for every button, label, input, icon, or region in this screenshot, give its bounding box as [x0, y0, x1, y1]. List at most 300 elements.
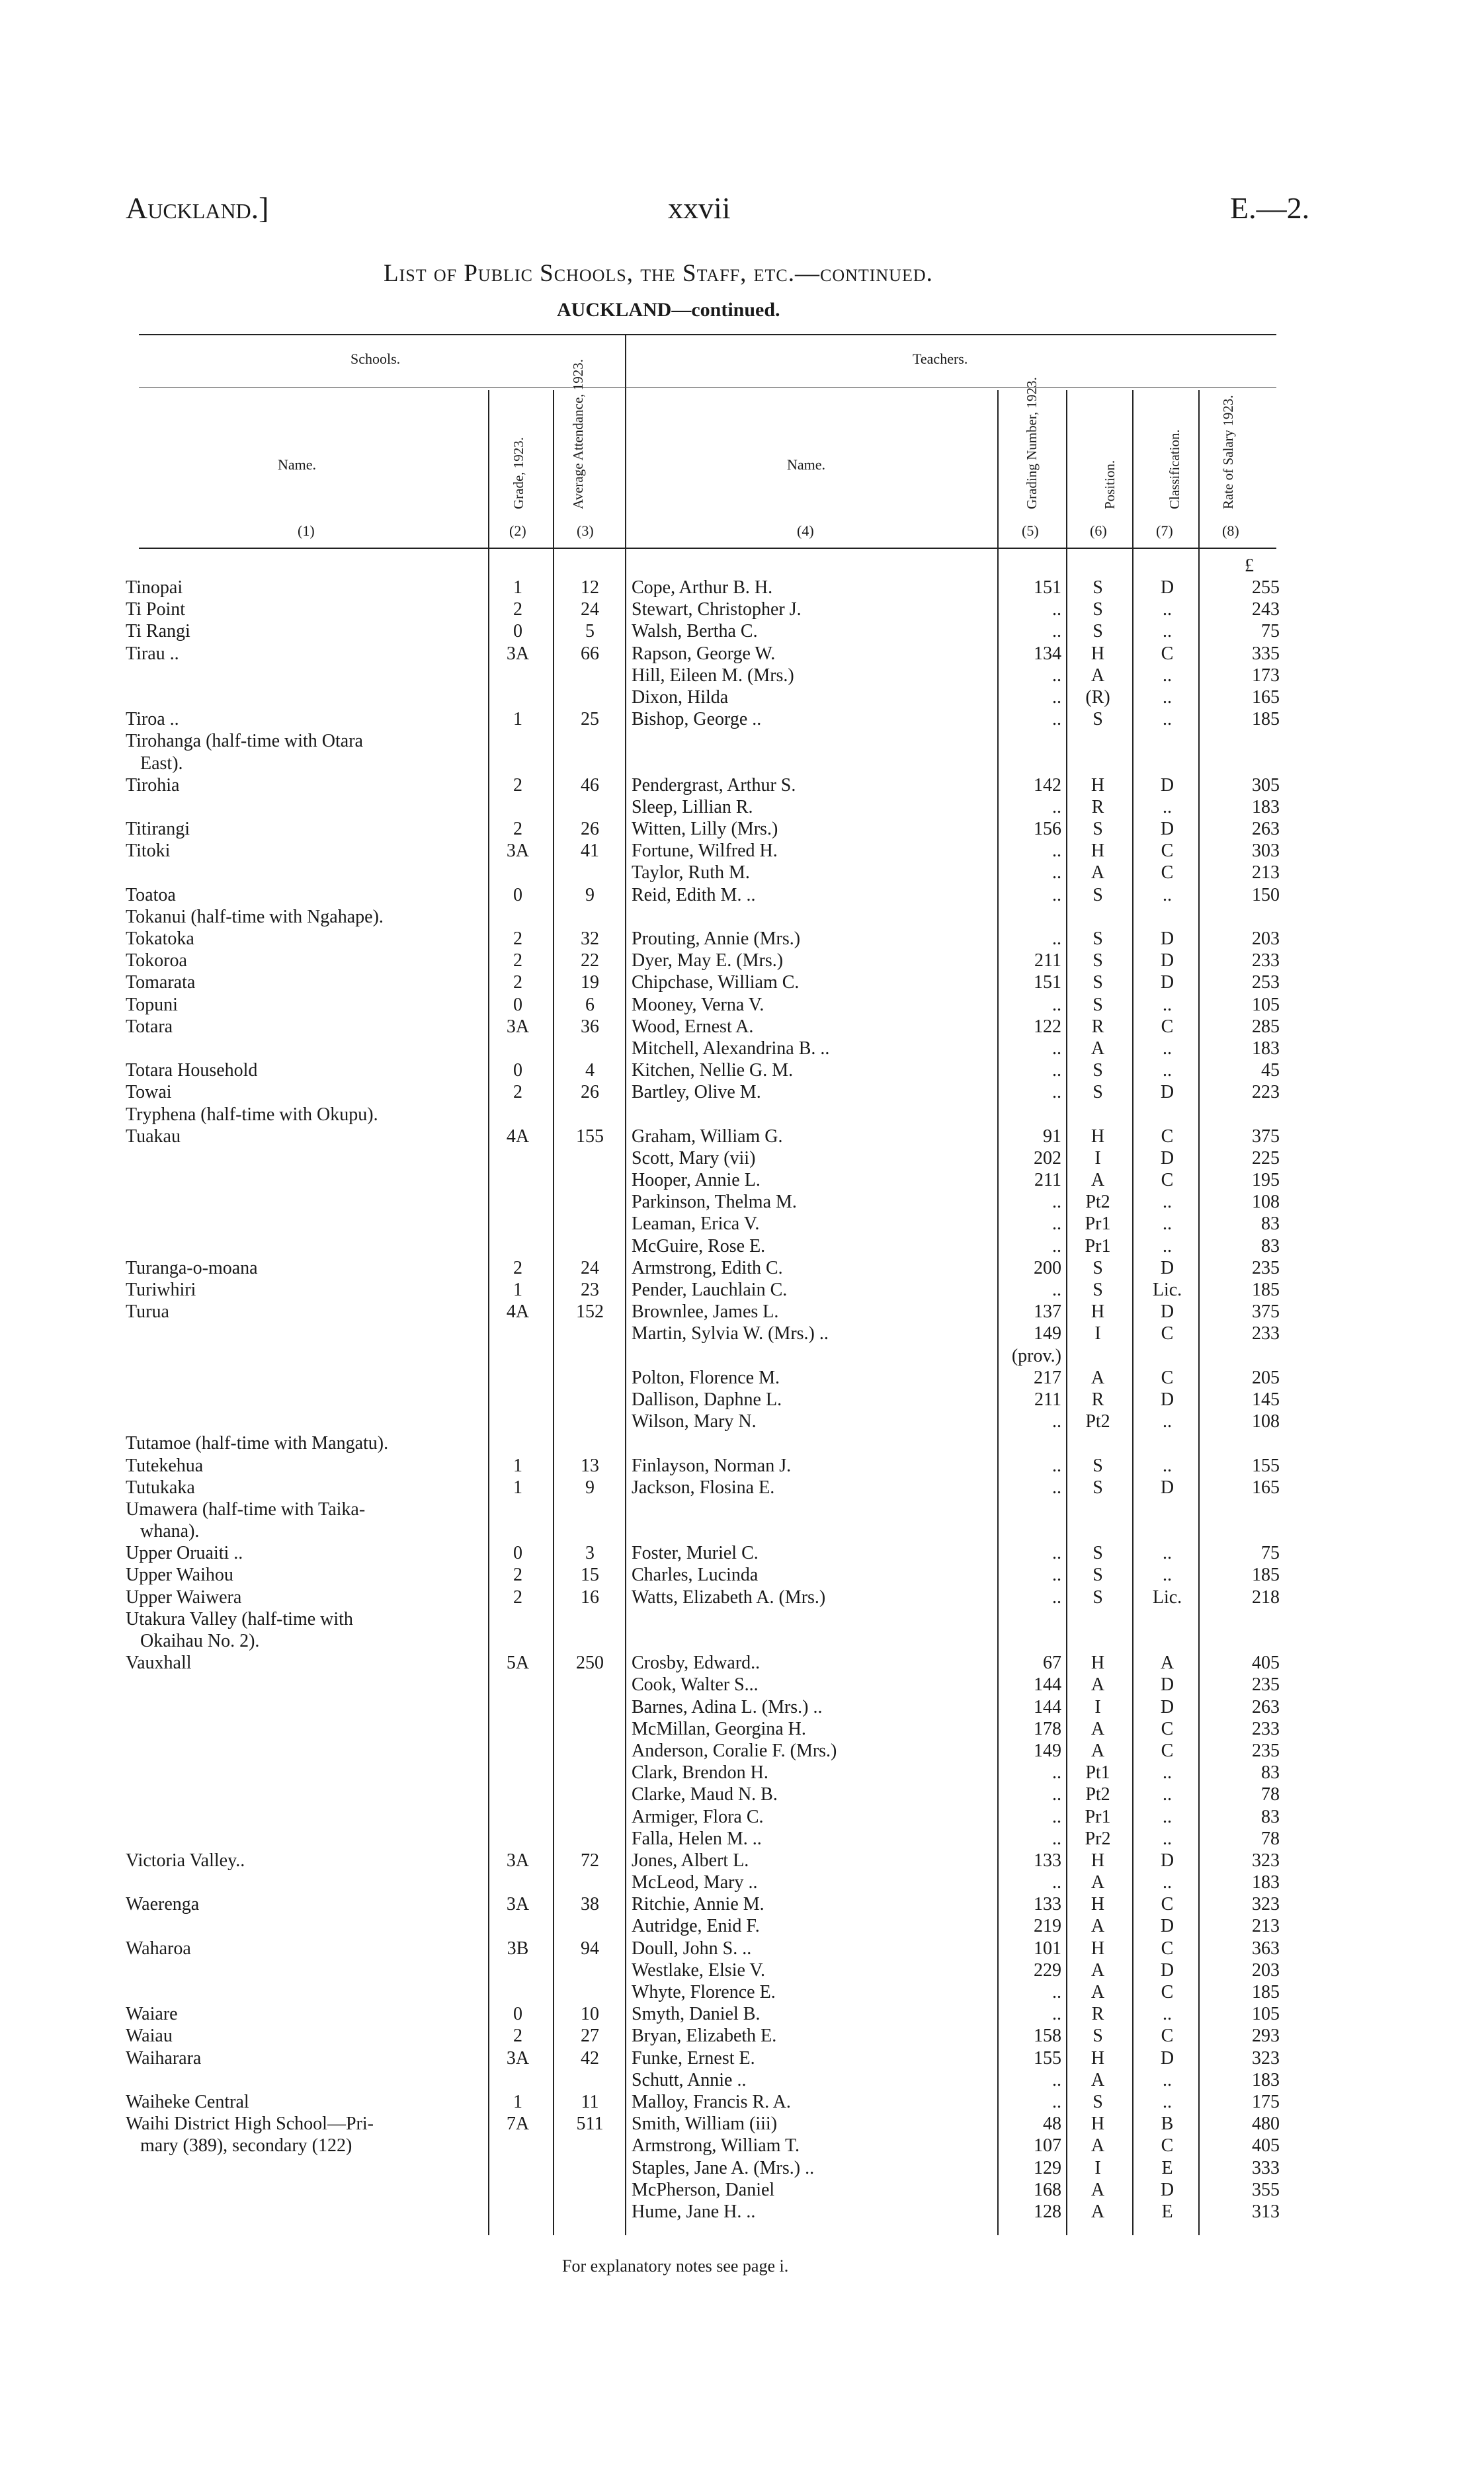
position-cell: S — [1092, 928, 1103, 949]
grading-cell: 155 — [1034, 2047, 1061, 2069]
position-cell: S — [1092, 1257, 1103, 1278]
table-row — [0, 2091, 1484, 2113]
position-cell: I — [1094, 1323, 1101, 1344]
salary-cell: 263 — [1252, 819, 1280, 840]
teacher-name: Falla, Helen M. .. — [632, 1828, 762, 1849]
classification-cell: D — [1160, 577, 1175, 598]
table-row — [0, 1630, 1484, 1652]
table-row — [0, 730, 1484, 752]
classification-cell: Lic. — [1152, 1586, 1182, 1608]
grading-cell: 217 — [1034, 1367, 1061, 1388]
grading-cell: .. — [1052, 1784, 1061, 1805]
position-cell: Pr1 — [1085, 1235, 1111, 1256]
table-row — [0, 1520, 1484, 1542]
attendance-cell: 66 — [581, 643, 599, 664]
grade-cell: 0 — [513, 1543, 522, 1564]
teacher-name: Dixon, Hilda — [632, 686, 729, 708]
school-name: Vauxhall — [126, 1653, 192, 1674]
grade-cell: 2 — [513, 599, 522, 620]
grading-cell: 211 — [1034, 1389, 1061, 1410]
teacher-name-header: Name. — [787, 456, 826, 473]
position-cell: Pr1 — [1085, 1213, 1111, 1235]
table-row — [0, 708, 1484, 730]
grade-cell: 1 — [513, 1455, 522, 1476]
position-cell: A — [1091, 1170, 1105, 1191]
position-cell: S — [1092, 1565, 1103, 1586]
table-row — [0, 796, 1484, 818]
school-name: East). — [140, 753, 183, 774]
classification-cell: .. — [1163, 1806, 1172, 1827]
classification-cell: C — [1161, 643, 1174, 664]
attendance-cell: 5 — [585, 621, 595, 642]
grading-cell: .. — [1052, 1213, 1061, 1235]
teacher-name: Chipchase, William C. — [632, 972, 800, 993]
position-cell: S — [1092, 950, 1103, 971]
grading-cell: .. — [1052, 1806, 1061, 1827]
classification-cell: .. — [1163, 2069, 1172, 2090]
position-cell: Pt1 — [1085, 1762, 1110, 1784]
position-cell: S — [1092, 994, 1103, 1015]
classification-cell: B — [1161, 2114, 1174, 2135]
position-cell: R — [1091, 2004, 1104, 2025]
position-cell: A — [1091, 1718, 1105, 1739]
table-row — [0, 1784, 1484, 1805]
school-name: Tinopai — [126, 577, 183, 598]
teacher-name: Hume, Jane H. .. — [632, 2201, 756, 2222]
grading-cell: 128 — [1034, 2201, 1061, 2222]
table-row — [0, 1279, 1484, 1301]
table-top-rule — [139, 334, 1276, 335]
classification-cell: D — [1160, 928, 1175, 949]
classification-cell: D — [1160, 1916, 1175, 1937]
grade-cell: 5A — [506, 1653, 530, 1674]
grading-cell: 202 — [1034, 1147, 1061, 1169]
grading-cell: .. — [1052, 621, 1061, 642]
salary-cell: 83 — [1261, 1213, 1280, 1235]
school-name: Tirau .. — [126, 643, 179, 664]
classification-cell: C — [1161, 1126, 1174, 1147]
teacher-name: Stewart, Christopher J. — [632, 599, 802, 620]
grading-cell: .. — [1052, 1082, 1061, 1103]
school-name: Tirohanga (half-time with Otara — [126, 731, 363, 752]
table-row — [0, 1323, 1484, 1344]
grading-cell: .. — [1052, 599, 1061, 620]
teacher-name: Foster, Muriel C. — [632, 1543, 759, 1564]
teacher-name: Witten, Lilly (Mrs.) — [632, 819, 778, 840]
table-row — [0, 2047, 1484, 2069]
table-row — [0, 840, 1484, 862]
table-row — [0, 1169, 1484, 1191]
grading-cell: .. — [1052, 665, 1061, 686]
grading-cell: 151 — [1034, 972, 1061, 993]
table-row — [0, 1477, 1484, 1499]
classification-cell: .. — [1163, 665, 1172, 686]
grade-cell: 2 — [513, 972, 522, 993]
grade-cell: 2 — [513, 774, 522, 796]
grading-cell: 133 — [1034, 1894, 1061, 1915]
table-row — [0, 2157, 1484, 2179]
school-name: Tokanui (half-time with Ngahape). — [126, 906, 384, 927]
table-row — [0, 2113, 1484, 2135]
salary-cell: 233 — [1252, 1718, 1280, 1739]
position-cell: S — [1092, 709, 1103, 730]
position-cell: H — [1091, 841, 1105, 862]
attendance-cell: 42 — [581, 2047, 599, 2069]
teacher-name: Barnes, Adina L. (Mrs.) .. — [632, 1696, 823, 1717]
classification-cell: D — [1160, 1257, 1175, 1278]
salary-cell: 233 — [1252, 1323, 1280, 1344]
grading-header: Grading Number, 1923. — [1024, 377, 1040, 509]
position-cell: A — [1091, 1959, 1105, 1981]
table-row — [0, 884, 1484, 906]
classification-cell: Lic. — [1152, 1280, 1182, 1300]
table-row — [0, 598, 1484, 620]
classification-header: Classification. — [1167, 429, 1182, 509]
classification-cell: D — [1160, 1674, 1175, 1696]
grading-cell: 144 — [1034, 1696, 1061, 1717]
position-cell: I — [1094, 2157, 1101, 2178]
table-row — [0, 1499, 1484, 1520]
teacher-name: Polton, Florence M. — [632, 1367, 780, 1388]
classification-cell: .. — [1163, 1060, 1172, 1081]
school-name: Topuni — [126, 994, 178, 1015]
classification-cell: .. — [1163, 1455, 1172, 1476]
table-row — [0, 1674, 1484, 1696]
school-name: Tutamoe (half-time with Mangatu). — [126, 1433, 389, 1454]
col-number-5: (5) — [1022, 522, 1039, 539]
teacher-name: Wilson, Mary N. — [632, 1411, 757, 1432]
teacher-name: Brownlee, James L. — [632, 1301, 779, 1323]
col-number-1: (1) — [298, 522, 315, 539]
grade-cell: 7A — [506, 2114, 530, 2135]
salary-cell: 165 — [1252, 686, 1280, 708]
attendance-cell: 6 — [585, 994, 595, 1015]
table-row — [0, 2003, 1484, 2025]
salary-cell: 45 — [1261, 1060, 1280, 1081]
position-cell: H — [1091, 2047, 1105, 2069]
salary-cell: 235 — [1252, 1257, 1280, 1278]
teacher-name: Armstrong, Edith C. — [632, 1257, 783, 1278]
salary-cell: 303 — [1252, 841, 1280, 862]
grade-cell: 3A — [506, 1894, 530, 1915]
school-name: Tokatoka — [126, 928, 194, 949]
attendance-cell: 32 — [581, 928, 599, 949]
school-name: Tirohia — [126, 774, 180, 796]
classification-cell: .. — [1163, 686, 1172, 708]
teacher-name: Dyer, May E. (Mrs.) — [632, 950, 784, 971]
attendance-cell: 94 — [581, 1938, 599, 1959]
grade-cell: 0 — [513, 884, 522, 905]
grade-cell: 0 — [513, 621, 522, 642]
salary-cell: 243 — [1252, 599, 1280, 620]
salary-cell: 225 — [1252, 1147, 1280, 1169]
table-row — [0, 1608, 1484, 1630]
grading-cell: 149 — [1034, 1323, 1061, 1344]
position-cell: A — [1091, 1982, 1105, 2002]
grade-header: Grade, 1923. — [511, 436, 526, 509]
table-row — [0, 1213, 1484, 1235]
position-cell: S — [1092, 2026, 1103, 2047]
position-cell: A — [1091, 1367, 1105, 1388]
salary-cell: 108 — [1252, 1192, 1280, 1213]
table-row — [0, 1806, 1484, 1828]
classification-cell: .. — [1163, 1213, 1172, 1235]
teacher-name: Sleep, Lillian R. — [632, 796, 753, 817]
classification-cell: .. — [1163, 1543, 1172, 1564]
table-row — [0, 665, 1484, 686]
attendance-cell: 24 — [581, 599, 599, 620]
school-name: Tokorоa — [126, 950, 187, 971]
school-name: Umawera (half-time with Taika- — [126, 1499, 366, 1520]
grading-cell: .. — [1052, 1038, 1061, 1059]
report-code: E.—2. — [1230, 191, 1310, 225]
classification-cell: .. — [1163, 796, 1172, 817]
page-title: List of Public Schools, the Staff, etc.—continued. — [384, 260, 933, 287]
salary-cell: 305 — [1252, 774, 1280, 796]
classification-cell: D — [1160, 1082, 1175, 1103]
table-row — [0, 1981, 1484, 2003]
school-name: Tuakau — [126, 1126, 181, 1147]
grading-cell: .. — [1052, 1235, 1061, 1256]
position-cell: A — [1091, 665, 1105, 686]
teacher-name: Martin, Sylvia W. (Mrs.) .. — [632, 1323, 829, 1344]
salary-cell: 83 — [1261, 1806, 1280, 1827]
teacher-name: Doull, John S. .. — [632, 1938, 752, 1959]
classification-cell: .. — [1163, 994, 1172, 1015]
position-cell: H — [1091, 643, 1105, 664]
grading-cell: .. — [1052, 1586, 1061, 1608]
attendance-cell: 152 — [576, 1301, 604, 1323]
position-cell: A — [1091, 2179, 1105, 2200]
grade-cell: 1 — [513, 577, 522, 598]
grading-cell: 219 — [1034, 1916, 1061, 1937]
col-number-3: (3) — [577, 522, 594, 539]
classification-cell: C — [1161, 1718, 1174, 1739]
grading-cell: .. — [1052, 2091, 1061, 2112]
classification-cell: .. — [1163, 2004, 1172, 2025]
salary-cell: 165 — [1252, 1477, 1280, 1498]
attendance-cell: 12 — [581, 577, 599, 598]
grading-cell: .. — [1052, 2069, 1061, 2090]
table-row — [0, 1235, 1484, 1257]
grading-cell: 178 — [1034, 1718, 1061, 1739]
salary-header: Rate of Salary 1923. — [1220, 395, 1236, 509]
school-name: whana). — [140, 1521, 200, 1542]
grade-cell: 1 — [513, 1477, 522, 1498]
grade-cell: 0 — [513, 1060, 522, 1081]
table-row — [0, 906, 1484, 928]
teacher-name: Bryan, Elizabeth E. — [632, 2026, 777, 2047]
classification-cell: A — [1160, 1653, 1175, 1674]
teacher-name: Reid, Edith M. .. — [632, 884, 756, 905]
position-cell: A — [1091, 2069, 1105, 2090]
school-name: Upper Oruaiti .. — [126, 1543, 243, 1564]
school-name: Totara Household — [126, 1060, 258, 1081]
salary-cell: 183 — [1252, 1872, 1280, 1893]
grading-cell: .. — [1052, 1477, 1061, 1498]
attendance-header-text: Average Attendance, 1923. — [570, 358, 586, 509]
classification-cell: .. — [1163, 1235, 1172, 1256]
teacher-name: Autridge, Enid F. — [632, 1916, 760, 1937]
header-bottom-rule — [139, 548, 1276, 549]
position-cell: R — [1091, 1389, 1104, 1410]
table-row — [0, 1059, 1484, 1081]
classification-cell: .. — [1163, 709, 1172, 730]
table-row — [0, 1191, 1484, 1213]
grading-cell: .. — [1052, 884, 1061, 905]
position-cell: S — [1092, 621, 1103, 642]
attendance-cell: 22 — [581, 950, 599, 971]
position-cell: Pr2 — [1085, 1828, 1111, 1849]
salary-cell: 155 — [1252, 1455, 1280, 1476]
grading-cell: 129 — [1034, 2157, 1061, 2178]
salary-cell: 83 — [1261, 1762, 1280, 1784]
school-name: Tutukaka — [126, 1477, 195, 1498]
teacher-name: Finlayson, Norman J. — [632, 1455, 792, 1476]
table-row — [0, 1959, 1484, 1981]
table-row — [0, 1104, 1484, 1126]
teacher-name: Malloy, Francis R. A. — [632, 2091, 791, 2112]
attendance-cell: 4 — [585, 1060, 595, 1081]
salary-cell: 205 — [1252, 1367, 1280, 1388]
classification-cell: C — [1161, 1170, 1174, 1191]
teacher-name: Westlake, Elsie V. — [632, 1959, 766, 1981]
classification-cell: D — [1160, 2047, 1175, 2069]
position-cell: (R) — [1085, 686, 1110, 708]
position-cell: S — [1092, 884, 1103, 905]
school-name: Waiheke Central — [126, 2091, 249, 2112]
classification-cell: D — [1160, 1959, 1175, 1981]
teacher-name: Smith, William (iii) — [632, 2114, 778, 2135]
table-row — [0, 1696, 1484, 1718]
salary-cell: 218 — [1252, 1586, 1280, 1608]
school-name: Ti Rangi — [126, 621, 190, 642]
grading-cell: 134 — [1034, 643, 1061, 664]
grading-cell: .. — [1052, 1060, 1061, 1081]
table-row — [0, 1345, 1484, 1367]
attendance-cell: 27 — [581, 2026, 599, 2047]
grading-cell: .. — [1052, 1411, 1061, 1432]
classification-cell: .. — [1163, 1828, 1172, 1849]
grading-cell: .. — [1052, 1982, 1061, 2002]
classification-cell: .. — [1163, 1192, 1172, 1213]
page-number: xxvii — [668, 191, 731, 225]
schools-group-header: Schools. — [350, 350, 401, 367]
salary-cell: 150 — [1252, 884, 1280, 905]
school-name: Waiau — [126, 2026, 173, 2047]
grading-cell: .. — [1052, 1192, 1061, 1213]
position-cell: H — [1091, 1126, 1105, 1147]
school-name: Waharoa — [126, 1938, 191, 1959]
salary-cell: 235 — [1252, 1674, 1280, 1696]
school-name: Tryphena (half-time with Okupu). — [126, 1104, 378, 1125]
grading-cell: .. — [1052, 1455, 1061, 1476]
col-number-2: (2) — [509, 522, 526, 539]
classification-cell: .. — [1163, 1872, 1172, 1893]
position-cell: Pt2 — [1085, 1784, 1110, 1805]
position-cell: H — [1091, 774, 1105, 796]
position-cell: S — [1092, 1060, 1103, 1081]
classification-cell: D — [1160, 2179, 1175, 2200]
grading-cell: .. — [1052, 841, 1061, 862]
table-row — [0, 971, 1484, 993]
position-cell: A — [1091, 2201, 1105, 2222]
table-row — [0, 1038, 1484, 1059]
table-row — [0, 686, 1484, 708]
school-name: Tomarata — [126, 972, 196, 993]
salary-cell: 78 — [1261, 1828, 1280, 1849]
teacher-name: Jones, Albert L. — [632, 1850, 749, 1871]
salary-cell: 78 — [1261, 1784, 1280, 1805]
classification-cell: D — [1160, 1147, 1175, 1169]
position-cell: S — [1092, 1543, 1103, 1564]
grade-cell: 1 — [513, 1280, 522, 1300]
grading-cell: 168 — [1034, 2179, 1061, 2200]
position-cell: S — [1092, 819, 1103, 840]
grading-cell: 149 — [1034, 1740, 1061, 1761]
grade-cell: 2 — [513, 1586, 522, 1608]
attendance-cell: 24 — [581, 1257, 599, 1278]
teachers-group-header: Teachers. — [913, 350, 968, 367]
grading-cell: .. — [1052, 1565, 1061, 1586]
table-row — [0, 928, 1484, 950]
table-row — [0, 643, 1484, 665]
school-name: Utakura Valley (half-time with — [126, 1608, 353, 1629]
grading-cell: .. — [1052, 1762, 1061, 1784]
classification-cell: C — [1161, 1982, 1174, 2002]
salary-cell: 213 — [1252, 1916, 1280, 1937]
salary-cell: 195 — [1252, 1170, 1280, 1191]
grade-cell: 3A — [506, 841, 530, 862]
grading-cell: 156 — [1034, 819, 1061, 840]
classification-cell: D — [1160, 950, 1175, 971]
teacher-name: Clarke, Maud N. B. — [632, 1784, 778, 1805]
col-number-8: (8) — [1222, 522, 1239, 539]
position-cell: A — [1091, 1674, 1105, 1696]
grading-cell: 144 — [1034, 1674, 1061, 1696]
position-cell: H — [1091, 1938, 1105, 1959]
position-cell: S — [1092, 599, 1103, 620]
salary-cell: 233 — [1252, 950, 1280, 971]
group-divider — [625, 334, 626, 555]
grading-cell: 211 — [1034, 950, 1061, 971]
classification-cell: C — [1161, 1016, 1174, 1037]
grading-cell: 142 — [1034, 774, 1061, 796]
teacher-name: Pender, Lauchlain C. — [632, 1280, 788, 1300]
school-name: Turanga-o-moana — [126, 1257, 258, 1278]
classification-cell: E — [1161, 2201, 1173, 2222]
classification-cell: C — [1161, 1367, 1174, 1388]
col-number-7: (7) — [1156, 522, 1173, 539]
attendance-header — [570, 359, 586, 509]
position-cell: A — [1091, 2135, 1105, 2157]
attendance-cell: 41 — [581, 841, 599, 862]
grade-cell: 2 — [513, 819, 522, 840]
grade-cell: 3B — [507, 1938, 529, 1959]
teacher-name: Graham, William G. — [632, 1126, 783, 1147]
attendance-cell: 46 — [581, 774, 599, 796]
salary-cell: 105 — [1252, 994, 1280, 1015]
position-cell: S — [1092, 1477, 1103, 1498]
teacher-name: Watts, Elizabeth A. (Mrs.) — [632, 1586, 826, 1608]
table-row — [0, 1455, 1484, 1477]
grading-cell: 229 — [1034, 1959, 1061, 1981]
table-row — [0, 620, 1484, 642]
position-cell: H — [1091, 1894, 1105, 1915]
table-row — [0, 2135, 1484, 2157]
table-row — [0, 1081, 1484, 1103]
classification-cell: .. — [1163, 884, 1172, 905]
